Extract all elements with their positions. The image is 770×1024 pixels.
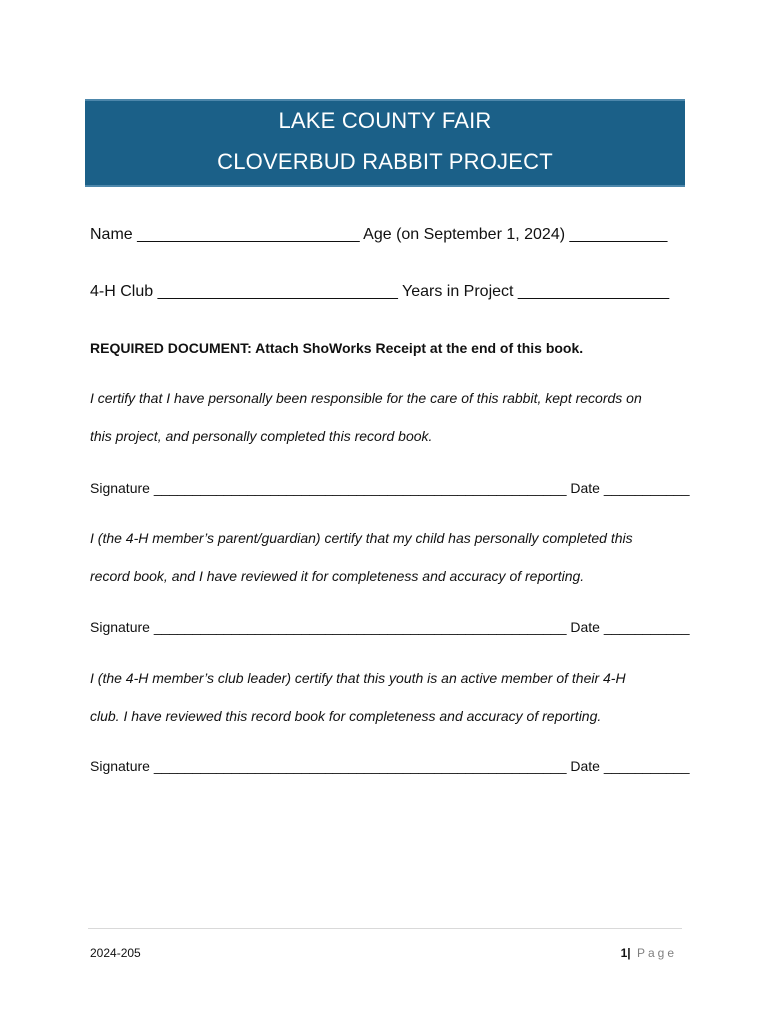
leader-certification-line-2: club. I have reviewed this record book for completeness and accuracy of reporting. bbox=[90, 708, 602, 724]
page-number-footer bbox=[621, 946, 677, 960]
footer-divider bbox=[88, 928, 682, 929]
member-certification-line-2: this project, and personally completed this record book. bbox=[90, 428, 433, 444]
page-separator: | bbox=[627, 946, 631, 960]
leader-signature-field[interactable]: Signature _____________________________________________________ Date ___________ bbox=[90, 758, 690, 774]
parent-certification-line-1: I (the 4-H member’s parent/guardian) certify that my child has personally completed this bbox=[90, 530, 633, 546]
member-certification-line-1: I certify that I have personally been responsible for the care of this rabbit, kept records on bbox=[90, 390, 642, 406]
title-line-2: CLOVERBUD RABBIT PROJECT bbox=[217, 149, 553, 174]
parent-signature-field[interactable]: Signature _____________________________________________________ Date ___________ bbox=[90, 619, 690, 635]
required-document-note: REQUIRED DOCUMENT: Attach ShoWorks Receipt at the end of this book. bbox=[90, 340, 584, 356]
title-line-1: LAKE COUNTY FAIR bbox=[278, 108, 492, 133]
parent-certification-line-2: record book, and I have reviewed it for completeness and accuracy of reporting. bbox=[90, 568, 585, 584]
footer-year: 2024-205 bbox=[90, 946, 141, 960]
page-label: Page bbox=[630, 946, 677, 960]
title-banner bbox=[85, 99, 685, 187]
leader-certification-line-1: I (the 4-H member’s club leader) certify that this youth is an active member of their 4-H bbox=[90, 670, 626, 686]
name-age-field[interactable]: Name _________________________ Age (on September 1, 2024) ___________ bbox=[90, 226, 668, 243]
club-years-field[interactable]: 4-H Club ___________________________ Years in Project _________________ bbox=[90, 283, 670, 300]
member-signature-field[interactable]: Signature _____________________________________________________ Date ___________ bbox=[90, 480, 690, 496]
page-number: 1 bbox=[620, 946, 628, 960]
